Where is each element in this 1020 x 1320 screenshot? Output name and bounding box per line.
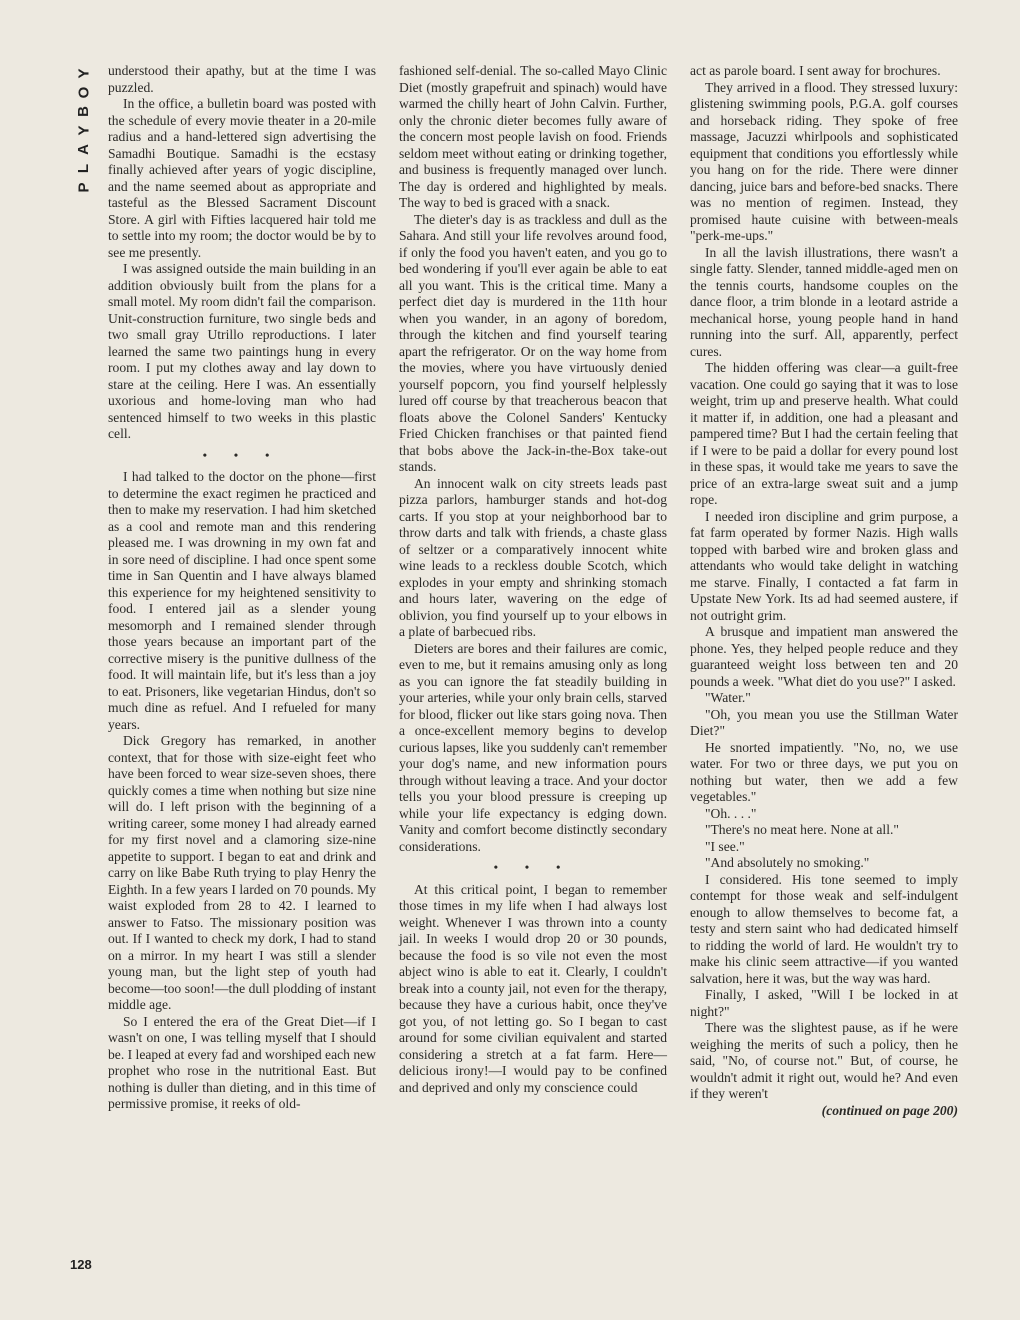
body-paragraph: He snorted impatiently. "No, no, we use water. For two or three days, we put you on nothing but water, then we add a few vegetables." xyxy=(690,739,958,804)
body-paragraph: A brusque and impatient man answered the phone. Yes, they helped people reduce and they guaranteed weight loss between ten and 20 pounds a week. "What diet do you use?" I asked. xyxy=(690,624,958,689)
body-paragraph: There was the slightest pause, as if he were weighing the merits of such a policy, then he said, "No, of course not." But, of course, he wouldn't admit it right out, would he? And even if they weren't xyxy=(690,1020,958,1101)
text-column-3 xyxy=(690,63,958,1119)
page-number: 128 xyxy=(70,1257,92,1272)
body-paragraph: fashioned self-denial. The so-called Mayo Clinic Diet (mostly grapefruit and spinach) would have warmed the chilly heart of John Calvin. Further, only the chronic dieter becomes fully aware of the concern most people lavish on food. Friends seldom meet without eating or drinking together, and business is frequently managed over lunch. The day is ordered and highlighted by meals. The way to bed is graced with a snack. xyxy=(399,63,667,210)
body-paragraph: Finally, I asked, "Will I be locked in at night?" xyxy=(690,987,958,1019)
body-paragraph: "Water." xyxy=(704,690,751,705)
runner-letter: B xyxy=(75,106,93,117)
body-paragraph: Dick Gregory has remarked, in another context, that for those with size-eight feet who have been forced to wear size-seven shoes, there quickly comes a time when nothing but size nine will do. I left prison with the beginning of a writing career, some money I had already earned for my first novel and a clamoring size-nine appetite to support. I began to eat and drink and carry on like Babe Ruth trying to play Henry the Eighth. In a few years I larded on 70 pounds. My waist exploded from 28 to 42. I learned to answer to Fatso. The missionary position was out. If I wanted to check my dork, I had to stand on a mirror. In my heart I was still a slender young man, but the light step of youth had become—too soon!—the dull plodding of instant middle age. xyxy=(108,733,376,1012)
text-column-2 xyxy=(399,63,667,1096)
body-paragraph: Dieters are bores and their failures are comic, even to me, but it remains amusing only as long as you can ignore the fat steadily building in your arteries, while your only brain cells, starved for blood, flicker out like stars going nova. Then a once-excellent memory begins to develop curious lapses, like you suddenly can't remember your dog's name, and new information pours through without leaving a trace. And your doctor tells you your blood pressure is creeping up while your life expectancy is edging down. Vanity and comfort become distinctly secondary considerations. xyxy=(399,640,667,854)
body-paragraph: The hidden offering was clear—a guilt-free vacation. One could go saying that it was to lose weight, trim up and preserve health. What could it matter if, in addition, one had a pleasant and pampered time? But I had the certain feeling that if I were to be paid a dollar for every pound lost in these spas, it would take me years to save the price of an extra-large sweat suit and a jump rope. xyxy=(690,360,958,507)
body-paragraph: So I entered the era of the Great Diet—if I wasn't on one, I was telling myself that I should be. I leaped at every fad and worshiped each new prophet who rose in the nutritional East. But nothing is duller than dieting, and in this time of permissive promise, it reeks of old- xyxy=(108,1013,376,1111)
body-paragraph: At this critical point, I began to remember those times in my life when I had always lost weight. Whenever I was thrown into a county jail. In weeks I would drop 20 or 30 pounds, because the food is so vile not even the most abject wino is able to eat it. Clearly, I couldn't break into a county jail, not even for the therapy, because they have a curious habit, once they've got you, of not letting go. So I began to cast around for some civilian equivalent and started considering a stretch at a fat farm. Here—delicious irony!—I would pay to be confined and deprived and only my conscience could xyxy=(399,881,667,1095)
body-paragraph: I considered. His tone seemed to imply contempt for those weak and self-indulgent enough to allow themselves to become fat, a testy and stern saint who had dedicated himself to ridding the world of lard. He wouldn't try to make his clinic seem attractive—if you wanted salvation, here it was, but the way was hard. xyxy=(690,871,958,986)
body-paragraph: I had talked to the doctor on the phone—first to determine the exact regimen he practiced and then to make my reservation. I had him sketched as a cool and remote man and this rendering pleased me. I was drowning in my own fat and in sore need of discipline. I had once spent some time in San Quentin and I have always blamed this experience for my heightened sensitivity to food. I entered jail as a slender young mesomorph and I remained slender through those years because an important part of the corrective misery is the punitive dullness of the food. It will maintain life, but it's less than a joy to eat. Prisoners, like vegetarian Hindus, don't so much dine as refuel. And I refueled for many years. xyxy=(108,469,376,732)
body-paragraph: In the office, a bulletin board was posted with the schedule of every movie theater in a 20-mile radius and a hand-lettered sign advertising the Samadhi Boutique. Samadhi is the ecstasy finally achieved after years of yogic discipline, and the name seemed about as appropriate and tasteful as the Blessed Sacrament Discount Store. A girl with Fifties lacquered hair told me to settle into my room; the doctor would be by to see me presently. xyxy=(108,96,376,260)
runner-letter: Y xyxy=(75,68,93,79)
body-paragraph: An innocent walk on city streets leads past pizza parlors, hamburger stands and hot-dog carts. If you stop at your neighborhood bar to throw darts and talk with friends, a chaste glass of seltzer or a comparatively innocent white wine leads to a reckless double Scotch, which explodes in your empty and shrinking stomach and hours later, wavering on the edge of oblivion, you find yourself up to your elbows in a plate of barbecued ribs. xyxy=(399,475,667,639)
body-paragraph: act as parole board. I sent away for brochures. xyxy=(690,63,941,78)
continued-note: (continued on page 200) xyxy=(821,1102,958,1118)
runner-letter: A xyxy=(75,144,93,155)
body-paragraph: "I see." xyxy=(704,838,745,854)
magazine-name-vertical xyxy=(75,64,93,197)
body-paragraph: They arrived in a flood. They stressed luxury: glistening swimming pools, P.G.A. golf courses and horseback riding. They spoke of free massage, Jacuzzi whirlpools and sophisticated equipment that conditions you effortlessly while you hang on for the ride. There were dinner dancing, juice bars and before-bed snacks. There was no mention of regimen. Instead, they promised haute cuisine with between-meals "perk-me-ups." xyxy=(690,79,958,243)
runner-letter: Y xyxy=(75,125,93,136)
section-break: • • • xyxy=(493,860,573,874)
runner-letter: O xyxy=(75,86,93,99)
runner-letter: P xyxy=(75,182,93,193)
section-break: • • • xyxy=(202,447,282,462)
body-paragraph: "Oh, you mean you use the Stillman Water Diet?" xyxy=(690,706,958,738)
text-column-1 xyxy=(108,63,376,1113)
body-paragraph: The dieter's day is as trackless and dull as the Sahara. And still your life revolves around food, if only the food you haven't eaten, and you go to bed wondering if you'll ever again be able to eat all you want. This is the critical time. Many a perfect diet day is murdered in the 11th hour when you wander, in an agony of boredom, through the kitchen and find yourself tearing apart the refrigerator. Or on the way home from the movies, where you have virtuously denied yourself popcorn, you find yourself helplessly lured off course by that treacherous beacon that floats above the Colonel Sanders' Kentucky Fried Chicken franchises or that painted fiend that bobs above the Jack-in-the-Box take-out stands. xyxy=(399,211,667,474)
body-paragraph: In all the lavish illustrations, there wasn't a single fatty. Slender, tanned middle-aged men on the tennis courts, handsome couples on the dance floor, a trim blonde in a leotard astride a mechanical horse, young people hand in hand running into the surf. All, apparently, perfect cures. xyxy=(690,244,958,359)
body-paragraph: understood their apathy, but at the time I was puzzled. xyxy=(108,63,376,95)
body-paragraph: "And absolutely no smoking." xyxy=(704,855,870,870)
runner-letter: L xyxy=(75,163,93,174)
body-paragraph: I was assigned outside the main building in an addition obviously built from the plans for a small motel. My room didn't fail the comparison. Unit-construction furniture, two single beds and two small gray Utrillo reproductions. I later learned the same two paintings hung in every room. I put my clothes away and lay down to stare at the ceiling. Here I was. An essentially uxorious and home-loving man who had sentenced himself to two weeks in this plastic cell. xyxy=(108,261,376,441)
body-paragraph: "There's no meat here. None at all." xyxy=(704,822,899,837)
body-paragraph: I needed iron discipline and grim purpose, a fat farm operated by former Nazis. High walls topped with barbed wire and broken glass and attendants who would take delight in watching me starve. Finally, I contacted a fat farm in Upstate New York. Its ad had seemed austere, if not outright grim. xyxy=(690,508,958,623)
body-paragraph: "Oh. . . ." xyxy=(704,805,757,821)
